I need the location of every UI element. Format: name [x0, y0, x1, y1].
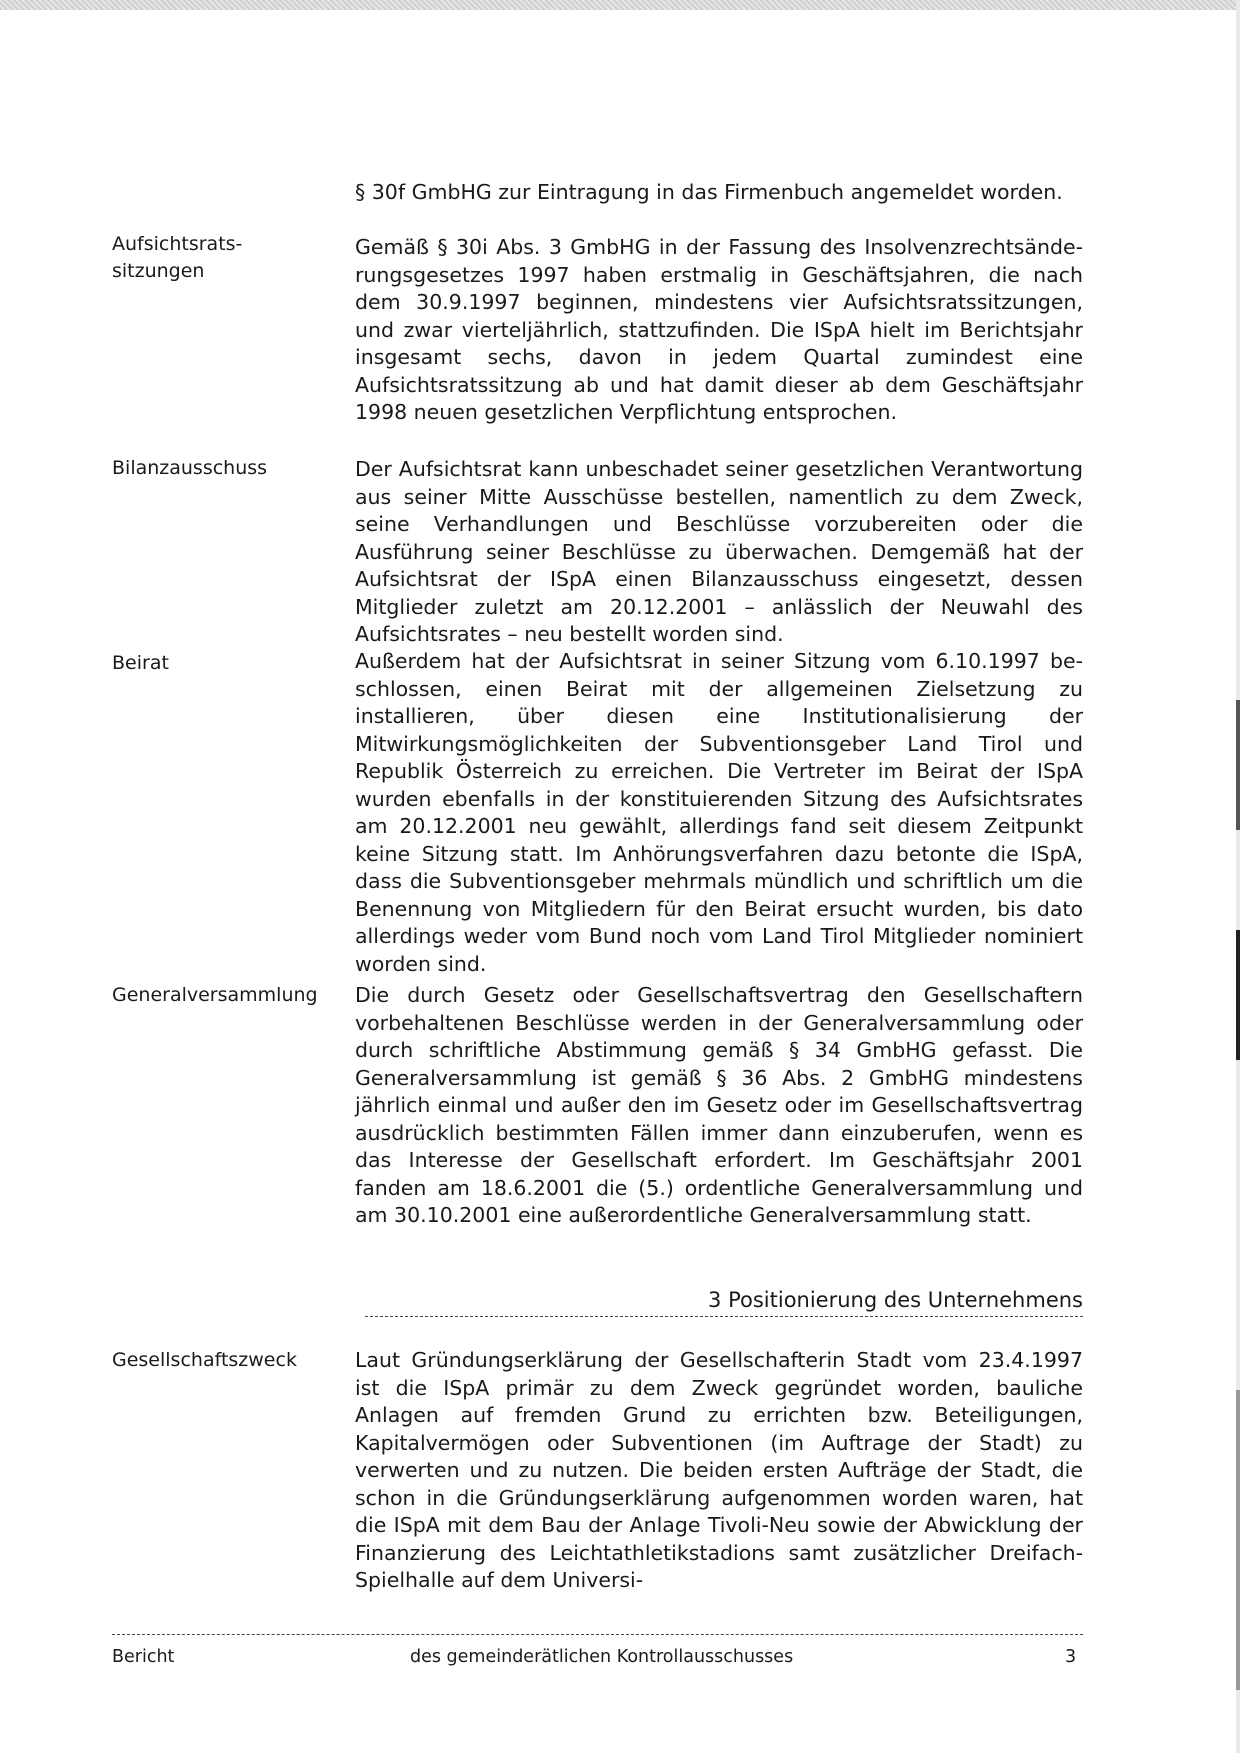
paragraph-gesellschaftszweck: Laut Gründungserklärung der Gesellschafterin Stadt vom 23.4.1997 ist die ISpA primär zu dem Zweck gegründet worden, bauliche Anlagen auf fremden Grund zu errichten bzw. Beteiligungen, Kapitalvermögen oder Subventionen (im Auftrage der Stadt) zu verwerten und zu nutzen. Die beiden ersten Aufträge der Stadt, die schon in die Gründungserklärung aufgenommen worden waren, hat die ISpA mit dem Bau der Anlage Tivoli-Neu sowie der Abwicklung der Finanzierung des Leichtathletikstadions samt zusätzlicher Dreifach-Spielhalle auf dem Universi-	[355, 1348, 1083, 1592]
paragraph-bilanzausschuss: Der Aufsichtsrat kann unbeschadet seiner gesetzlichen Verantwortung aus seiner Mitte Ausschüsse bestellen, namentlich zu dem Zweck, seine Verhandlungen und Beschlüsse vorzubereiten oder die Ausführung seiner Beschlüsse zu überwachen. Demgemäß hat der Aufsichtsrat der ISpA einen Bilanzausschuss eingesetzt, dessen Mitglieder zuletzt am 20.12.2001 – anlässlich der Neuwahl des Aufsichtsrates – neu bestellt worden sind.	[355, 457, 1083, 646]
footer-rule	[112, 1634, 1083, 1635]
intro-line: § 30f GmbHG zur Eintragung in das Firmenbuch angemeldet worden.	[355, 180, 1063, 204]
label-generalversammlung: Generalversammlung	[112, 984, 318, 1006]
label-gesellschaftszweck: Gesellschaftszweck	[112, 1349, 297, 1371]
page-number: 3	[1065, 1647, 1077, 1667]
footer-center: des gemeinderätlichen Kontrollausschusses	[410, 1647, 794, 1667]
label-bilanzausschuss: Bilanzausschuss	[112, 457, 268, 479]
label-beirat: Beirat	[112, 652, 169, 674]
paragraph-generalversammlung: Die durch Gesetz oder Gesellschaftsvertrag den Gesellschaftern vorbehaltenen Beschlüsse werden in der Generalversammlung oder durch schriftliche Abstimmung gemäß § 34 GmbHG gefasst. Die Generalversammlung ist gemäß § 36 Abs. 2 GmbHG mindestens jährlich einmal und außer den im Gesetz oder im Gesellschaftsvertrag ausdrücklich bestimmten Fällen immer dann einzuberufen, wenn es das Interesse der Gesellschaft erfordert. Im Geschäftsjahr 2001 fanden am 18.6.2001 die (5.) ordentliche Generalversammlung und am 30.10.2001 eine außerordentliche Generalversammlung statt.	[355, 983, 1083, 1227]
paragraph-aufsichtsratssitzungen: Gemäß § 30i Abs. 3 GmbHG in der Fassung des Insolvenzrechtsänderungsgesetzes 1997 haben erstmalig in Geschäftsjahren, die nach dem 30.9.1997 beginnen, mindestens vier Aufsichtsratssitzungen, und zwar vierteljährlich, stattzufinden. Die ISpA hielt im Berichtsjahr insgesamt sechs, davon in jedem Quartal zumindest eine Aufsichtsratssitzung ab und hat damit dieser ab dem Geschäftsjahr 1998 neuen gesetzlichen Verpflichtung entsprochen.	[355, 235, 1083, 424]
paragraph-beirat: Außerdem hat der Aufsichtsrat in seiner Sitzung vom 6.10.1997 beschlossen, einen Beirat mit der allgemeinen Zielsetzung zu installieren, über diesen eine Institutionalisierung der Mitwirkungsmöglichkeiten der Subventionsgeber Land Tirol und Republik Österreich zu erreichen. Die Vertreter im Beirat der ISpA wurden ebenfalls in der konstituierenden Sitzung des Aufsichtsrates am 20.12.2001 neu gewählt, allerdings fand seit diesem Zeitpunkt keine Sitzung statt. Im Anhörungsverfahren dazu betonte die ISpA, dass die Subventionsgeber mehrmals mündlich und schriftlich um die Benennung von Mitgliedern für den Beirat ersucht wurden, bis dato allerdings weder vom Bund noch vom Land Tirol Mitglieder nominiert worden sind.	[355, 649, 1083, 976]
footer-left: Bericht	[112, 1647, 175, 1667]
section-heading: 3 Positionierung des Unternehmens	[708, 1288, 1083, 1312]
label-aufsichtsratssitzungen: Aufsichtsrats- sitzungen	[112, 233, 243, 282]
section-heading-rule	[365, 1316, 1083, 1317]
